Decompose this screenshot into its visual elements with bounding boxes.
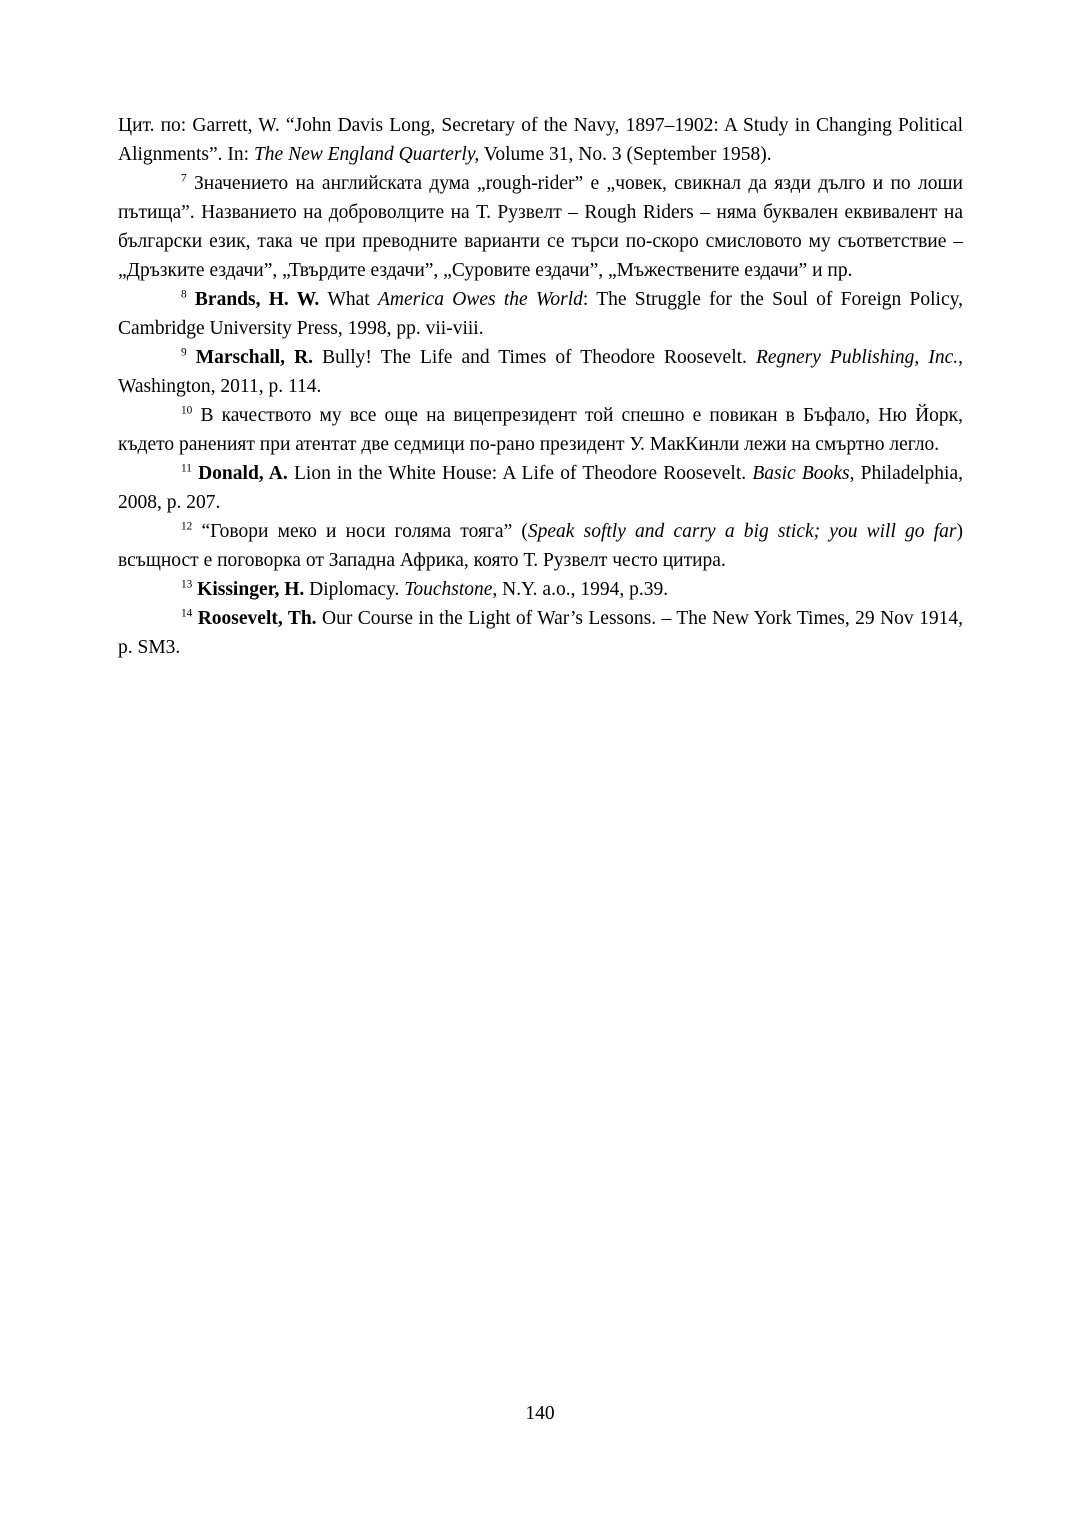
- text-segment: Roosevelt, Th.: [192, 608, 322, 629]
- text-segment: Donald, A.: [191, 463, 294, 484]
- text-segment: , Philadelphia, 2008, p. 207.: [118, 463, 964, 513]
- text-segment: ) всъщност е поговорка от Западна Африка, която Т. Рузвелт често цитира.: [118, 521, 963, 571]
- text-segment: Speak softly and carry a big stick; you will go far: [527, 521, 957, 542]
- text-segment: “Говори меко и носи голяма тояга” (: [192, 521, 528, 542]
- paragraph: [118, 343, 963, 401]
- text-segment: Brands, H. W.: [186, 289, 328, 310]
- paragraph: [118, 517, 963, 575]
- text-segment: Значението на английската дума „rough-rider” е „човек, свикнал да язди дълго и по лоши пътища”. Названието на доброволците на Т. Рузвелт – Rough Riders – няма буквален еквивалент на български език, така че при преводните варианти се търси по-скоро смисловото му съответствие – „Дръзките ездачи”, „Твърдите ездачи”, „Суровите ездачи”, „Мъжествените ездачи” и пр.: [118, 173, 963, 281]
- text-segment: , N.Y. a.o., 1994, p.39.: [492, 579, 669, 600]
- footnotes-block: [118, 111, 963, 662]
- page-number: 140: [525, 1403, 555, 1424]
- paragraph: [118, 401, 963, 459]
- text-segment: Touchstone: [404, 579, 493, 600]
- paragraph: [118, 459, 963, 517]
- text-segment: : The Struggle for the Soul of Foreign Policy, Cambridge University Press, 1998, pp. vii-viii.: [118, 289, 963, 339]
- text-segment: America Owes the World: [377, 289, 583, 310]
- footnote-number: 10: [181, 404, 193, 417]
- paragraph: [118, 285, 963, 343]
- text-segment: , Washington, 2011, p. 114.: [118, 347, 963, 397]
- paragraph: [118, 575, 963, 604]
- footnote-number: 13: [181, 578, 193, 591]
- footnote-number: 7: [181, 172, 187, 185]
- text-segment: The New England Quarterly,: [253, 144, 480, 165]
- text-segment: Lion in the White House: A Life of Theodore Roosevelt.: [293, 463, 753, 484]
- paragraph: [118, 604, 963, 662]
- footnote-number: 11: [181, 462, 192, 475]
- text-segment: Kissinger, H.: [192, 579, 310, 600]
- text-segment: Regnery Publishing, Inc.: [755, 347, 959, 368]
- text-segment: Basic Books: [752, 463, 850, 484]
- text-segment: Цит. по: Garrett, W. “John Davis Long, Secretary of the Navy, 1897–1902: A Study in Changing Political Alignments”. In:: [118, 115, 963, 165]
- paragraph: [118, 169, 963, 285]
- footnote-number: 14: [181, 607, 193, 620]
- footnote-number: 12: [181, 520, 193, 533]
- paragraph: [118, 111, 963, 169]
- text-segment: Marschall, R.: [186, 347, 323, 368]
- footnote-number: 9: [181, 346, 187, 359]
- text-segment: В качеството му все още на вицепрезидент той спешно е повикан в Бъфало, Ню Йорк, където раненият при атентат две седмици по-рано президент У. МакКинли лежи на смъртно легло.: [118, 405, 963, 455]
- text-segment: What: [327, 289, 378, 310]
- footnote-number: 8: [181, 288, 187, 301]
- text-segment: Bully! The Life and Times of Theodore Roosevelt.: [322, 347, 756, 368]
- text-segment: Diplomacy.: [309, 579, 405, 600]
- text-segment: Our Course in the Light of War’s Lessons. – The New York Times, 29 Nov 1914, p. SM3.: [118, 608, 963, 658]
- text-segment: Volume 31, No. 3 (September 1958).: [479, 144, 772, 165]
